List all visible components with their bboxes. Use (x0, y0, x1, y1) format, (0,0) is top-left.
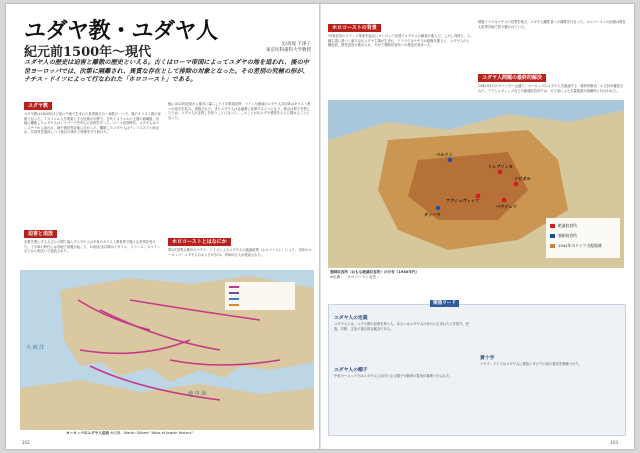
map-label-treblinka: トレブリンカ (488, 164, 513, 169)
gloss-title-yellow-cross: 黄十字 (480, 356, 495, 361)
expulsion-map-graphic (20, 270, 314, 430)
gloss-text-definition: ユダヤ人とは、ユダヤ教の信仰を持つ人、あるいはユダヤ人の母から生まれた人を指す。民族、宗教、文化の複合的な概念である。 (334, 322, 469, 331)
section-text-judaism: ユダヤ教は3500年ほど前に中東で生まれた世界最古の一神教の一つで、後のキリスト教の母胎となった。イスラエル人を要素とする民族の宗教で、古代イスラエルの王国の崩壊後、各地に離散したユダヤ人はシナゴーグを中心に信仰を守った。ローマ帝国時代、ユダヤ人はパレスチナから追われ、地中海世界各地に広がった。離散したユダヤ人はディアスポラと呼ばれ、共同体を維持しつつ独自の律法と戒律を守り続けた。 (24, 112, 161, 135)
author-name: 文/高尾 千津子 (281, 42, 311, 47)
map-label-auschwitz: アウシュヴィッツ (446, 198, 480, 203)
expulsion-map (20, 270, 314, 430)
column-text-middle: 後には12世紀頃から都市に暮らした十字軍遠征時、ライン川流域のユダヤ人共同体はキリスト教への改宗を拒み、虐殺された。またユダヤ人は金融業に従事するようになり、教会は利子を禁じたため、ユダヤ人が金貸しを担うことになった。このことが反ユダヤ感情をさらに強めることになった。 (168, 102, 311, 120)
gloss-title-definition: ユダヤ人の定義 (334, 316, 368, 321)
section-text-final-solution: 1942年1月のヴァンゼー会議で、ヨーロッパのユダヤ人を絶滅する「最終的解決」の方針が確認された。アウシュヴィッツなどの絶滅収容所では、ガス室による大量殺害が組織的に行なわれた。 (478, 84, 624, 93)
section-text-background: 19世紀末のフランス革命を起点にヨーロッパ各国でユダヤ人の解放が進んだ。しかし同時に、人種主義に基づく新たな反ユダヤ主義が生まれ、ドイツではナチスが政権を握ると、ユダヤ人の公職追放、財産没収が進められ、やがて強制収容所への移送が始まった。 (328, 34, 471, 48)
glossary-title: 関係ワード (430, 300, 459, 307)
section-header-holocaust: ホロコーストとはなにか (168, 238, 231, 246)
page-title: ユダヤ教・ユダヤ人 (24, 19, 218, 44)
map2-caption-title: 強制収容所（おもな絶滅収容所）の分布（1940年代） (330, 270, 420, 274)
page-number-left: 102 (22, 440, 30, 445)
author-affiliation: 東京医科歯科大学教授 (266, 48, 311, 53)
page-subtitle: 紀元前1500年～現代 (24, 45, 152, 60)
map-label-dachau: ダッハウ (424, 212, 441, 217)
sea-label-atlantic: 大 西 洋 (26, 345, 45, 351)
legend-concentration: 強制収容所 (558, 233, 577, 238)
section-header-background: ホロコーストの背景 (328, 24, 381, 32)
gloss-text-yellow-cross: ナチス・ドイツはユダヤ人に黄色いダビデの星の着用を義務づけた。 (480, 362, 582, 366)
gloss-text-hat: 中世ヨーロッパではユダヤ人に目印となる帽子や徽章の着用が義務づけられた。 (334, 374, 453, 378)
lead-paragraph: ユダヤ人の歴史は迫害と離散の歴史といえる。古くはローマ帝国によってユダヤの地を追われ、後の中世ヨーロッパでは、次第に隔離され、異質な存在として排除の対象となった。その差別の究極の形が、ナチス・ドイツによって行なわれた「ホロコースト」である。 (24, 59, 309, 83)
page-gutter (319, 4, 321, 449)
section-header-final-solution: ユダヤ人問題の最終的解決 (478, 74, 546, 82)
sea-label-mediterranean: 地 中 海 (188, 391, 207, 397)
map-label-belzec: ベウジェツ (496, 204, 517, 209)
gloss-title-hat: ユダヤ人の帽子 (334, 368, 368, 373)
page-number-right: 103 (610, 440, 618, 445)
map2-caption-source: ※出典：「ホロコースト全史」 (330, 275, 380, 279)
section-header-persecution: 迫害と追放 (24, 230, 57, 238)
book-spread (6, 4, 634, 449)
section-header-judaism: ユダヤ教 (24, 102, 52, 110)
author-credit (241, 42, 311, 54)
section-text-persecution: 宗教を異にする人びとの間で暮らすユダヤ人は中世のキリスト教世界で様々な差別を受けた。十字軍の時代には各地で虐殺が起こり、13世紀末以降はイギリス、フランス、スペインなどから相次いで追放された。 (24, 240, 161, 254)
column-text-right-top: 戦後ドイツはナチスの犯罪を裁き、ユダヤ人犠牲者への補償を行なった。ホロコーストの記憶は現在も世界各地で語り継がれている。 (478, 20, 626, 29)
legend-extermination: 絶滅収容所 (558, 223, 577, 228)
legend-german-control: 1942年のドイツ支配地域 (558, 243, 602, 248)
section-text-holocaust: 第2次世界大戦中のナチス・ドイツによるユダヤ人の絶滅政策（ホロコースト）により、当時のヨーロッパ・ユダヤ人のおよそ3分の2、約600万人が殺害された。 (168, 248, 312, 257)
map-label-berlin: ベルリン (436, 152, 453, 157)
map1-caption-title: ヨーロッパのユダヤ人追放 (66, 431, 110, 435)
map-label-sobibor: ソビボル (514, 176, 531, 181)
map1-caption-source: ※出典：Martin Gilbert "Atlas of Jewish History" (110, 431, 194, 435)
map1-caption (66, 431, 193, 436)
camps-map (328, 100, 624, 268)
map2-caption (330, 270, 450, 280)
